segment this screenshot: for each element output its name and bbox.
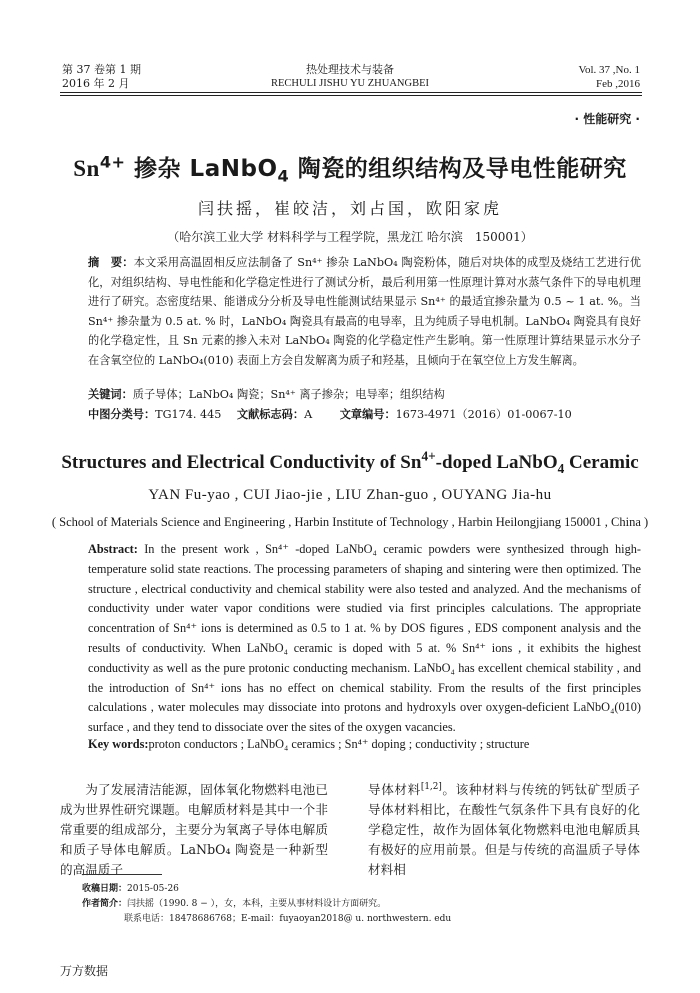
title-en-sup: 4+ <box>421 448 436 464</box>
abstract-en <box>88 540 641 738</box>
body-column-right <box>368 780 640 880</box>
header-right <box>520 63 640 91</box>
title-en <box>30 448 670 476</box>
body-column-left <box>60 780 328 880</box>
body-left-text: 为了发展清洁能源，固体氧化物燃料电池已成为世界性研究课题。电解质材料是其中一个非常重要的组成部分，主要分为氧离子导体电解质和质子导体电解质。LaNbO₄ 陶瓷是一种新型的高温质子 <box>60 782 328 877</box>
journal-date-en: Feb ,2016 <box>596 78 640 90</box>
journal-name-cn: 热处理技术与装备 <box>306 63 394 76</box>
keywords-en <box>88 735 641 755</box>
doc-code-value: A <box>304 408 313 421</box>
bio-value: 闫扶摇（1990. 8 − ），女，本科，主要从事材料设计方面研究。 <box>127 899 387 909</box>
keywords-en-text: proton conductors ; LaNbO₄ ceramics ; Sn⁴⁺ doping ; conductivity ; structure <box>148 737 530 751</box>
title-en-part-a: Structures and Electrical Conductivity of Sn <box>61 452 422 473</box>
title-cn-part-a: Sn <box>73 156 100 181</box>
doc-code-label: 文献标志码： <box>236 408 305 421</box>
journal-date: 2016 年 2 月 <box>62 77 130 90</box>
body-right-text-b: 。该种材料与传统的钙钛矿型质子导体材料相比，在酸性气氛条件下具有良好的化学稳定性，故作为固体氧化物燃料电池电解质具有极好的应用前景。但是与传统的高温质子导体材料相 <box>368 782 641 877</box>
article-no-label: 文章编号： <box>339 408 396 421</box>
title-cn-sup: 4+ <box>99 152 126 172</box>
article-no-value: 1673-4971（2016）01-0067-10 <box>395 408 572 421</box>
abstract-en-text: In the present work , Sn⁴⁺ -doped LaNbO₄ ceramic powders were synthesized through high-temperature solid state reactions. The processing parameters of shaping and sintering were then optimized. The structure , electrical conductivity and chemical stability were also tested and analyzed. And the mechanisms of conductivity under water vapor conditions were studied via first principles calculations. The appropriate concentration of Sn⁴⁺ ions is determined as 0.5 to 1 at. % by DOS figures , EDS component analysis and the results of conductivity. When LaNbO₄ ceramic is doped with 5 at. % Sn⁴⁺ ions , it exhibits the highest conductivity as well as the pure protonic conducting mechanism. LaNbO₄ has excellent chemical stability , and the introduction of Sn⁴⁺ ions has no effect on chemical stability. From the results of the first principles calculations , water molecules may dissociate into protons and hydroxyls over oxygen-deficient LaNbO₄(010) surface , and they tend to dissociate over the sites of the oxygen vacancies. <box>88 542 641 735</box>
title-cn-sub: 4 <box>277 166 290 186</box>
bio-label: 作者简介： <box>82 899 128 909</box>
classification-line <box>88 405 641 425</box>
received-value: 2015-05-26 <box>127 884 179 894</box>
keywords-cn-label: 关键词： <box>88 388 133 401</box>
journal-volume: 第 37 卷第 1 期 <box>62 63 141 76</box>
footnote-bio <box>82 897 562 912</box>
header-left <box>62 63 182 91</box>
keywords-cn-text: 质子导体；LaNbO₄ 陶瓷；Sn⁴⁺ 离子掺杂；电导率；组织结构 <box>132 388 445 401</box>
abstract-en-label: Abstract: <box>88 542 138 556</box>
journal-volume-en: Vol. 37 ,No. 1 <box>578 64 640 76</box>
footnote-received <box>82 882 562 897</box>
section-tag: · 性能研究 · <box>574 112 640 126</box>
affiliation-cn: （哈尔滨工业大学 材料科学与工程学院，黑龙江 哈尔滨 150001） <box>167 230 533 244</box>
affiliation-en: ( School of Materials Science and Engineering , Harbin Institute of Technology , Harbin Heilongjiang 150001 , China ) <box>51 515 649 529</box>
header-rule-top <box>60 92 642 93</box>
received-label: 收稿日期： <box>82 884 128 894</box>
watermark: 万方数据 <box>60 964 109 978</box>
title-en-part-c: Ceramic <box>564 452 639 473</box>
title-en-sub: 4 <box>557 460 565 476</box>
journal-name-pinyin: RECHULI JISHU YU ZHUANGBEI <box>271 78 429 89</box>
title-en-part-b: -doped LaNbO <box>435 452 558 473</box>
authors-en: YAN Fu-yao , CUI Jiao-jie , LIU Zhan-guo , OUYANG Jia-hu <box>148 487 552 503</box>
header-center <box>230 63 470 91</box>
title-cn <box>40 150 660 186</box>
footnote <box>82 882 562 927</box>
clc-value: TG174. 445 <box>155 408 222 421</box>
abstract-cn <box>88 253 641 370</box>
abstract-cn-label: 摘 要： <box>88 256 134 269</box>
footnote-contact: 联系电话：18478686768；E-mail：fuyaoyan2018@ u. northwestern. edu <box>124 914 452 924</box>
keywords-en-label: Key words: <box>88 737 149 751</box>
title-cn-part-c: 陶瓷的组织结构及导电性能研究 <box>289 156 627 182</box>
footnote-rule <box>82 874 162 875</box>
keywords-cn <box>88 385 641 405</box>
header-rule-bottom <box>60 95 642 96</box>
citation: [1,2] <box>420 781 442 792</box>
abstract-cn-text: 本文采用高温固相反应法制备了 Sn⁴⁺ 掺杂 LaNbO₄ 陶瓷粉体，随后对块体的成型及烧结工艺进行优化，对组织结构、导电性能和化学稳定性进行了测试分析，最后利用第一性原理计算对水蒸气条件下的导电机理进行了研究。态密度结果、能谱成分分析及导电性能测试结果显示 Sn⁴⁺ 的最适宜掺杂量为 0.5 ~ 1 at. %。当 Sn⁴⁺ 掺杂量为 0.5 at. % 时，LaNbO₄ 陶瓷具有最高的电导率，且为纯质子导电机制。LaNbO₄ 陶瓷具有良好的化学稳定性，且 Sn 元素的掺入未对 LaNbO₄ 陶瓷的化学稳定性产生影响。第一性原理计算结果显示水分子在含氧空位的 LaNbO₄(010) 表面上方会自发解离为质子和羟基，且倾向于在氧空位上方发生解离。 <box>88 256 641 367</box>
body-right-text-a: 导体材料 <box>368 782 421 797</box>
title-cn-part-b: 掺杂 LaNbO <box>125 156 278 182</box>
clc-label: 中图分类号： <box>88 408 156 421</box>
authors-cn: 闫扶摇，崔皎洁，刘占国，欧阳家虎 <box>197 199 502 218</box>
